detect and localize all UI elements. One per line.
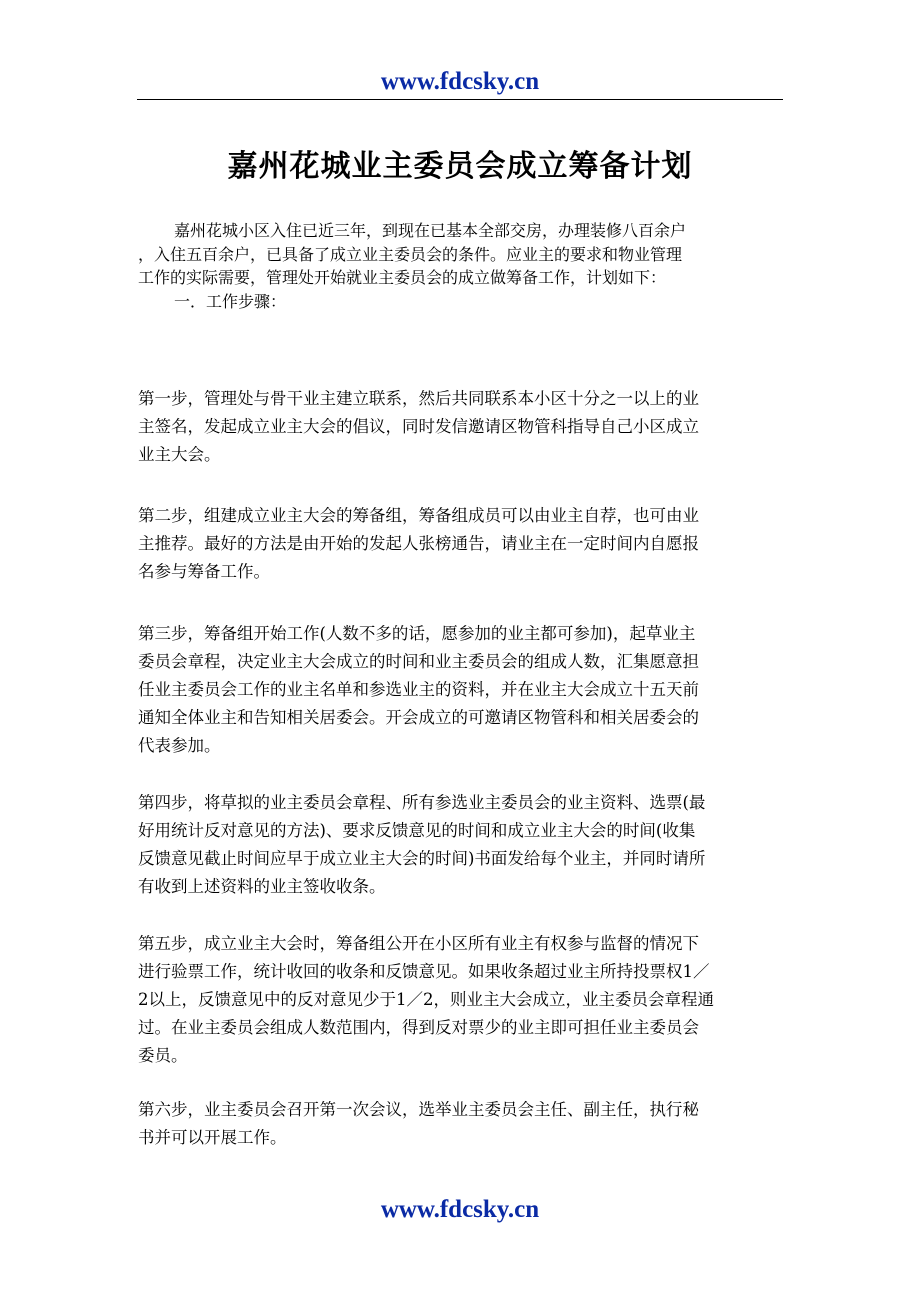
step-line: 好用统计反对意见的方法)、要求反馈意见的时间和成立业主大会的时间(收集	[138, 821, 696, 840]
header-divider	[137, 99, 783, 100]
step-1-paragraph	[138, 385, 778, 469]
step-line: 过。在业主委员会组成人数范围内，得到反对票少的业主即可担任业主委员会	[138, 1018, 699, 1037]
step-line: 反馈意见截止时间应早于成立业主大会的时间)书面发给每个业主，并同时请所	[138, 849, 706, 868]
step-line: 有收到上述资料的业主签收收条。	[138, 877, 386, 896]
step-line: 通知全体业主和告知相关居委会。开会成立的可邀请区物管科和相关居委会的	[138, 708, 699, 727]
footer-site-link[interactable]: www.fdcsky.cn	[380, 1196, 540, 1223]
step-line: 进行验票工作，统计收回的收条和反馈意见。如果收条超过业主所持投票权1／	[138, 962, 710, 981]
step-line: 委员。	[138, 1046, 188, 1065]
step-line: 业主大会。	[138, 445, 221, 464]
header-site-link[interactable]: www.fdcsky.cn	[380, 68, 540, 95]
step-line: 名参与筹备工作。	[138, 562, 270, 581]
step-line: 第四步，将草拟的业主委员会章程、所有参选业主委员会的业主资料、选票(最	[138, 793, 706, 812]
intro-line: 工作的实际需要，管理处开始就业主委员会的成立做筹备工作，计划如下：	[138, 268, 667, 287]
step-6-paragraph	[138, 1096, 778, 1152]
step-4-paragraph	[138, 789, 778, 901]
intro-line: 嘉州花城小区入住已近三年，到现在已基本全部交房，办理装修八百余户	[174, 221, 687, 240]
step-line: 第五步，成立业主大会时，筹备组公开在小区所有业主有权参与监督的情况下	[138, 934, 699, 953]
section-heading: 一．工作步骤：	[174, 291, 287, 311]
step-line: 主签名，发起成立业主大会的倡议，同时发信邀请区物管科指导自己小区成立	[138, 417, 699, 436]
step-line: 2以上，反馈意见中的反对意见少于1／2，则业主大会成立，业主委员会章程通	[138, 990, 714, 1009]
step-line: 第二步，组建成立业主大会的筹备组，筹备组成员可以由业主自荐，也可由业	[138, 506, 699, 525]
step-2-paragraph	[138, 502, 778, 586]
step-3-paragraph	[138, 620, 778, 760]
step-line: 第三步，筹备组开始工作(人数不多的话，愿参加的业主都可参加)，起草业主	[138, 624, 696, 643]
step-line: 第一步，管理处与骨干业主建立联系，然后共同联系本小区十分之一以上的业	[138, 389, 699, 408]
step-line: 任业主委员会工作的业主名单和参选业主的资料，并在业主大会成立十五天前	[138, 680, 699, 699]
step-line: 书并可以开展工作。	[138, 1128, 287, 1147]
step-line: 委员会章程，决定业主大会成立的时间和业主委员会的组成人数，汇集愿意担	[138, 652, 699, 671]
step-line: 主推荐。最好的方法是由开始的发起人张榜通告，请业主在一定时间内自愿报	[138, 534, 699, 553]
step-5-paragraph	[138, 930, 778, 1070]
step-line: 代表参加。	[138, 736, 221, 755]
intro-paragraph	[138, 219, 778, 313]
step-line: 第六步，业主委员会召开第一次会议，选举业主委员会主任、副主任，执行秘	[138, 1100, 699, 1119]
intro-line: ，入住五百余户，已具备了成立业主委员会的条件。应业主的要求和物业管理	[138, 244, 683, 264]
document-title: 嘉州花城业主委员会成立筹备计划	[227, 149, 693, 184]
